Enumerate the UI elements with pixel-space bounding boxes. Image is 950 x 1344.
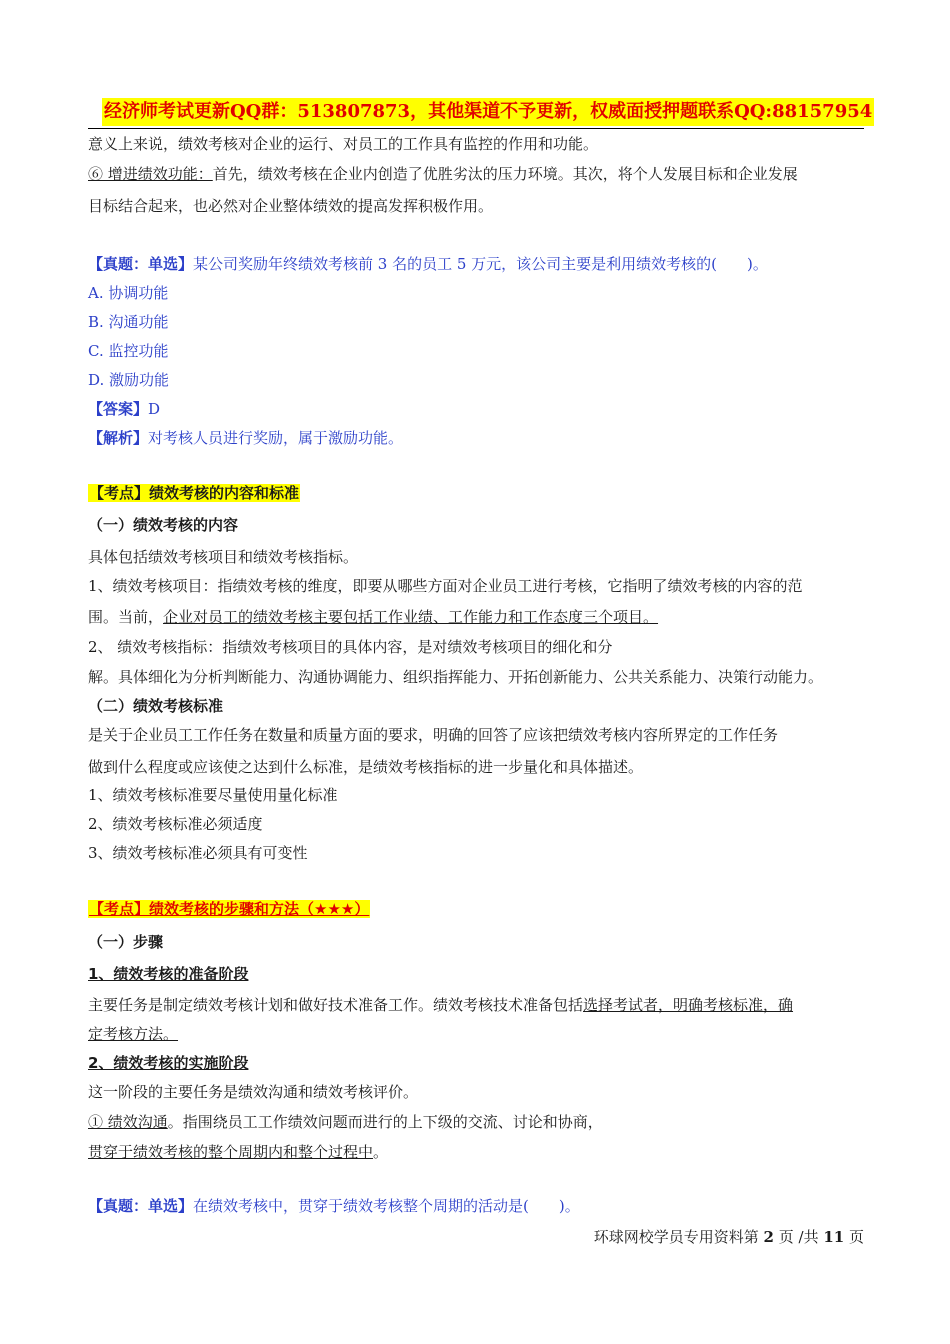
kp2-p1c: 定考核方法。 [88,1025,179,1043]
answer-line [88,399,160,419]
question1 [88,254,768,274]
kp1-p1: 具体包括绩效考核项目和绩效考核指标。 [88,548,359,566]
kp1-p7: 做到什么程度或应该使之达到什么标准，是绩效考核指标的进一步量化和具体描述。 [88,758,644,776]
footer-prefix: 环球网校学员专用资料第 [593,1228,764,1246]
kp2-p1b: 选择考试者，明确考核标准，确 [583,996,794,1014]
footer-total-pages: 11 [823,1228,845,1246]
option-a: A. 协调功能 [88,284,169,302]
question2-stem: 在绩效考核中，贯穿于绩效考核整个周期的活动是( )。 [193,1197,580,1215]
kp1-title-text: 【考点】绩效考核的内容和标准 [89,484,300,502]
item6-label: ⑥ 增进绩效功能： [88,165,213,183]
kp2-title [88,899,370,919]
kp1-p4: 2、 绩效考核指标：指绩效考核项目的具体内容，是对绩效考核项目的细化和分 [88,638,613,656]
kp2-p3a: ① 绩效沟通 [88,1113,168,1131]
kp1-list-item: 2、绩效考核标准必须适度 [88,815,263,833]
kp1-title [88,483,300,503]
kp1-p3 [88,607,658,627]
kp1-p6: 是关于企业员工工作任务在数量和质量方面的要求，明确的回答了应该把绩效考核内容所界定的工作任务 [88,726,779,744]
question1-stem: 某公司奖励年终绩效考核前 3 名的员工 5 万元，该公司主要是利用绩效考核的( )。 [193,255,768,273]
kp1-list-item: 3、绩效考核标准必须具有可变性 [88,844,308,862]
answer-value: D [148,400,161,418]
analysis-line [88,428,403,448]
question1-tag: 【真题：单选】 [88,255,194,273]
question2-tag: 【真题：单选】 [88,1197,194,1215]
page-footer [560,1227,864,1247]
question2 [88,1196,580,1216]
kp1-sub2: （二）绩效考核标准 [88,697,224,715]
kp1-p3a: 围。当前， [88,608,164,626]
footer-mid: 页 /共 [773,1228,824,1246]
footer-page-number: 2 [763,1228,774,1246]
kp2-p1a: 主要任务是制定绩效考核计划和做好技术准备工作。绩效考核技术准备包括 [88,996,584,1014]
header-banner [88,98,873,129]
kp2-p2: 这一阶段的主要任务是绩效沟通和绩效考核评价。 [88,1083,419,1101]
kp2-h2: 2、绩效考核的实施阶段 [88,1054,249,1072]
analysis-tag: 【解析】 [88,429,149,447]
banner-text: 经济师考试更新QQ群：513807873，其他渠道不予更新，权威面授押题联系QQ:88157954 [102,98,874,126]
analysis-text: 对考核人员进行奖励，属于激励功能。 [148,429,404,447]
kp2-p3 [88,1112,603,1132]
kp1-list-item: 1、绩效考核标准要尽量使用量化标准 [88,786,338,804]
kp2-p4-end: 。 [373,1143,389,1161]
kp1-sub1: （一）绩效考核的内容 [88,516,239,534]
kp2-h1: 1、绩效考核的准备阶段 [88,965,249,983]
kp1-p3b: 企业对员工的绩效考核主要包括工作业绩、工作能力和工作态度三个项目。 [163,608,659,626]
intro-line: 意义上来说，绩效考核对企业的运行、对员工的工作具有监控的作用和功能。 [88,135,599,153]
kp2-p4 [88,1142,388,1162]
footer-suffix: 页 [844,1228,864,1246]
kp2-p3b: 。指围绕员工工作绩效问题而进行的上下级的交流、讨论和协商， [167,1113,603,1131]
kp1-p2: 1、绩效考核项目：指绩效考核的维度，即要从哪些方面对企业员工进行考核，它指明了绩效考核的内容的范 [88,577,803,595]
option-c: C. 监控功能 [88,342,169,360]
kp1-p5: 解。具体细化为分析判断能力、沟通协调能力、组织指挥能力、开拓创新能力、公共关系能力、决策行动能力。 [88,668,824,686]
kp2-title-text: 【考点】绩效考核的步骤和方法（★★★） [89,900,370,918]
kp2-sub1: （一）步骤 [88,933,164,951]
kp2-p4-text: 贯穿于绩效考核的整个周期内和整个过程中 [88,1143,374,1161]
option-b: B. 沟通功能 [88,313,169,331]
option-d: D. 激励功能 [88,371,170,389]
item6-line [88,164,798,184]
answer-tag: 【答案】 [88,400,149,418]
kp2-p1 [88,995,793,1015]
item6-cont: 目标结合起来，也必然对企业整体绩效的提高发挥积极作用。 [88,197,494,215]
item6-text: 首先，绩效考核在企业内创造了优胜劣汰的压力环境。其次，将个人发展目标和企业发展 [212,165,798,183]
